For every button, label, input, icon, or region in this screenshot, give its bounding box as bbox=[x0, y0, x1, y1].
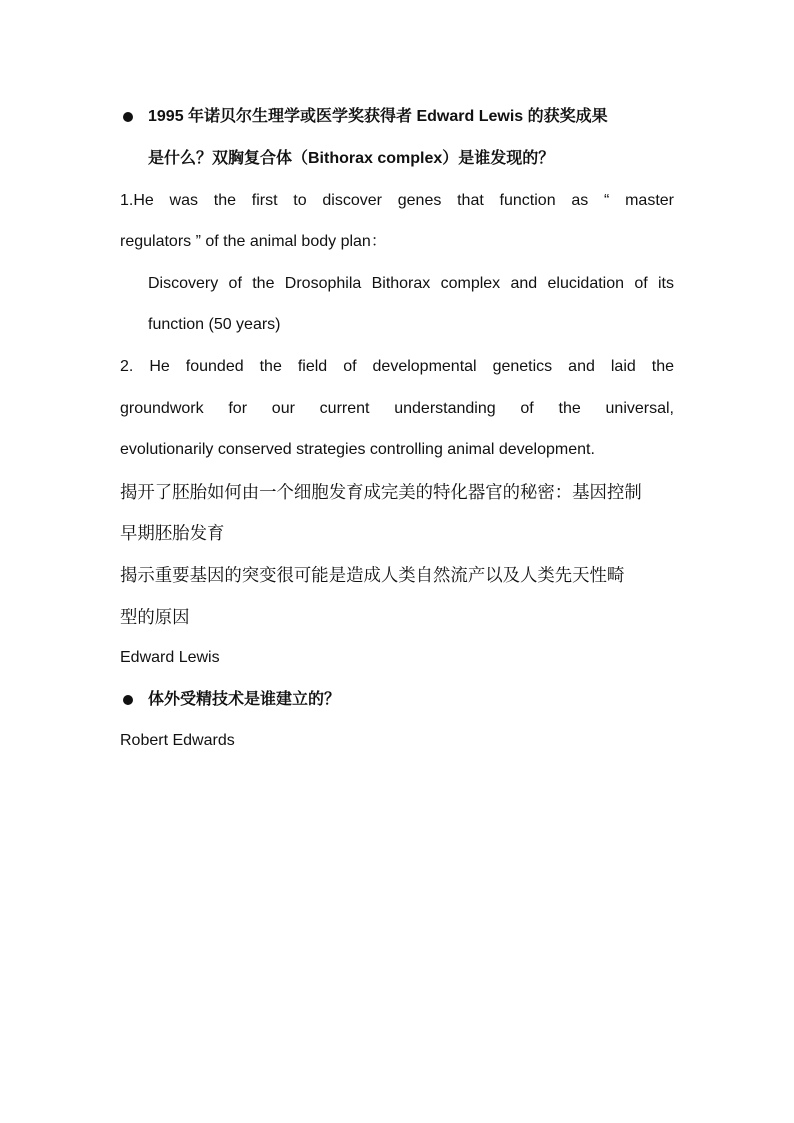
question-2-line-1: 体外受精技术是谁建立的？ bbox=[148, 691, 341, 708]
bullet-icon bbox=[123, 695, 133, 705]
answer-1-chinese-1-line-1: 揭开了胚胎如何由一个细胞发育成完美的特化器官的秘密：基因控制 bbox=[120, 482, 642, 502]
bullet-icon bbox=[123, 112, 133, 122]
answer-1-paragraph-1-line-1: 1.He was the first to discover genes that function as “ master bbox=[120, 192, 674, 209]
answer-1-chinese-1-line-2: 早期胚胎发育 bbox=[120, 523, 225, 543]
answer-1-paragraph-1-line-2: regulators ” of the animal body plan： bbox=[120, 233, 387, 250]
answer-1-sub-line-2: function (50 years) bbox=[148, 316, 281, 333]
answer-1-paragraph-2-line-2: groundwork for our current understanding of the universal, bbox=[120, 400, 674, 417]
answer-1-chinese-2-line-2: 型的原因 bbox=[120, 607, 190, 627]
answer-1-paragraph-2-line-1: 2. He founded the field of developmental genetics and laid the bbox=[120, 358, 674, 375]
question-1-line-1: 1995 年诺贝尔生理学或医学奖获得者 Edward Lewis 的获奖成果 bbox=[148, 108, 608, 125]
answer-1-name: Edward Lewis bbox=[120, 649, 220, 666]
answer-1-sub-line-1: Discovery of the Drosophila Bithorax complex and elucidation of its bbox=[148, 275, 674, 292]
answer-2-name: Robert Edwards bbox=[120, 732, 235, 749]
answer-1-chinese-2-line-1: 揭示重要基因的突变很可能是造成人类自然流产以及人类先天性畸 bbox=[120, 565, 625, 585]
question-1-line-2: 是什么？双胸复合体（Bithorax complex）是谁发现的？ bbox=[148, 150, 555, 167]
answer-1-paragraph-2-line-3: evolutionarily conserved strategies controlling animal development. bbox=[120, 441, 595, 458]
